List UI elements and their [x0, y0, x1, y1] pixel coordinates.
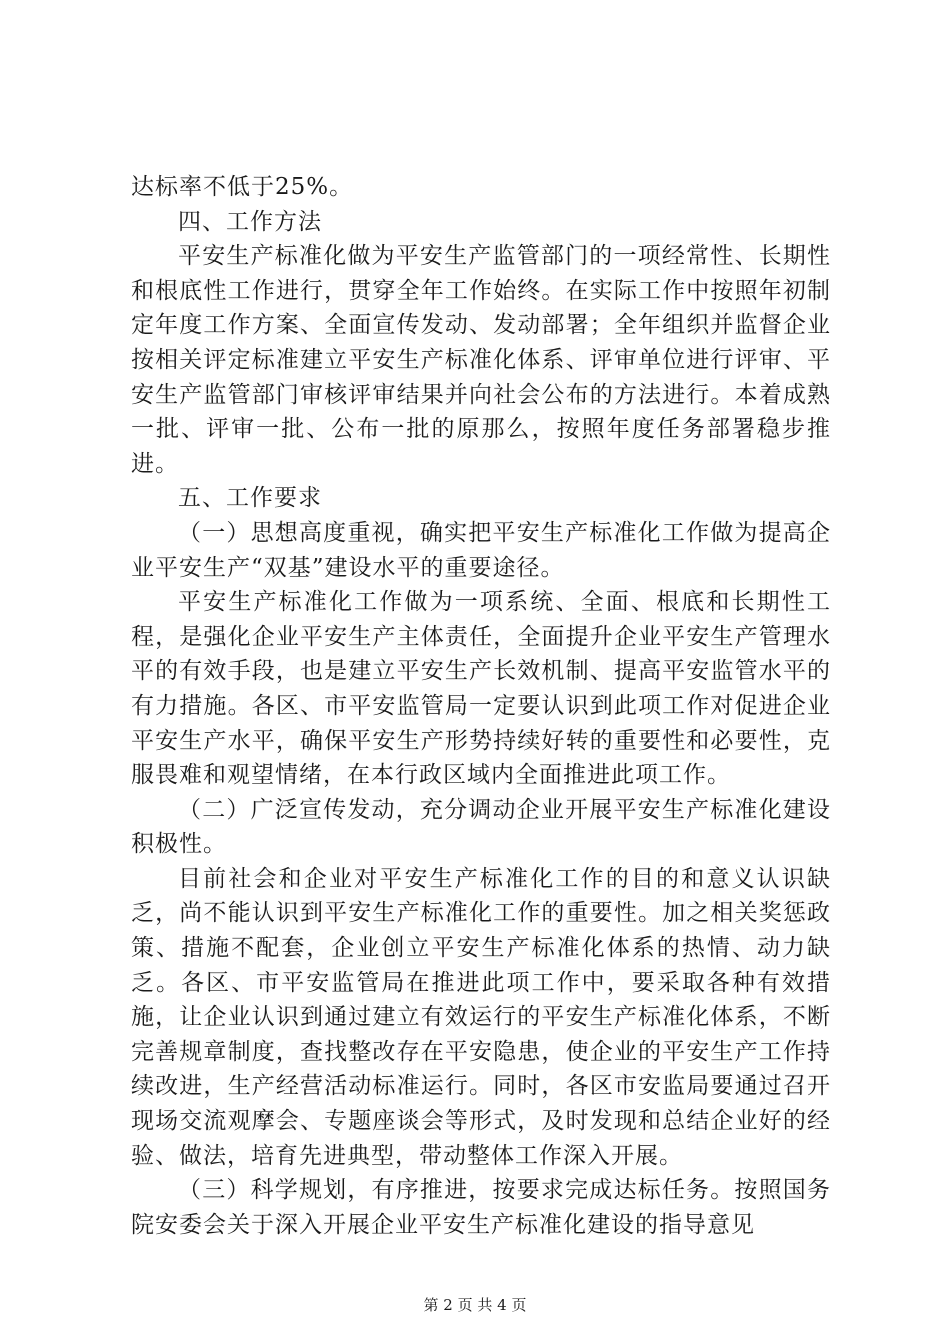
paragraph-requirement-2-body: 目前社会和企业对平安生产标准化工作的目的和意义认识缺乏，尚不能认识到平安生产标准化工作的重要性。加之相关奖惩政策、措施不配套，企业创立平安生产标准化体系的热情、动力缺乏。各区、市平安监管局在推进此项工作中，要采取各种有效措施，让企业认识到通过建立有效运行的平安生产标准化体系，不断完善规章制度，查找整改存在平安隐患，使企业的平安生产工作持续改进，生产经营活动标准运行。同时，各区市安监局要通过召开现场交流观摩会、专题座谈会等形式，及时发现和总结企业好的经验、做法，培育先进典型，带动整体工作深入开展。	[131, 865, 831, 1169]
section-heading-work-methods: 四、工作方法	[178, 208, 322, 235]
page-footer	[0, 1294, 950, 1315]
page-number-label: 第 2 页 共 4 页	[423, 1296, 527, 1314]
paragraph-requirement-1-title: （一）思想高度重视，确实把平安生产标准化工作做为提高企业平安生产“双基”建设水平的重要途径。	[131, 519, 831, 581]
paragraph-continuation: 达标率不低于25%。	[131, 174, 354, 200]
paragraph-requirement-3: （三）科学规划，有序推进，按要求完成达标任务。按照国务院安委会关于深入开展企业平安生产标准化建设的指导意见	[131, 1177, 831, 1238]
paragraph-requirement-2-title: （二）广泛宣传发动，充分调动企业开展平安生产标准化建设积极性。	[131, 796, 831, 858]
paragraph-requirement-1-body: 平安生产标准化工作做为一项系统、全面、根底和长期性工程，是强化企业平安生产主体责任，全面提升企业平安生产管理水平的有效手段，也是建立平安生产长效机制、提高平安监管水平的有力措施。各区、市平安监管局一定要认识到此项工作对促进企业平安生产水平，确保平安生产形势持续好转的重要性和必要性，克服畏难和观望情绪，在本行政区域内全面推进此项工作。	[131, 589, 831, 789]
document-body	[131, 170, 831, 1242]
paragraph-work-methods: 平安生产标准化做为平安生产监管部门的一项经常性、长期性和根底性工作进行，贯穿全年工作始终。在实际工作中按照年初制定年度工作方案、全面宣传发动、发动部署；全年组织并监督企业按相关评定标准建立平安生产标准化体系、评审单位进行评审、平安生产监管部门审核评审结果并向社会公布的方法进行。本着成熟一批、评审一批、公布一批的原那么，按照年度任务部署稳步推进。	[131, 243, 831, 477]
section-heading-work-requirements: 五、工作要求	[178, 485, 322, 512]
